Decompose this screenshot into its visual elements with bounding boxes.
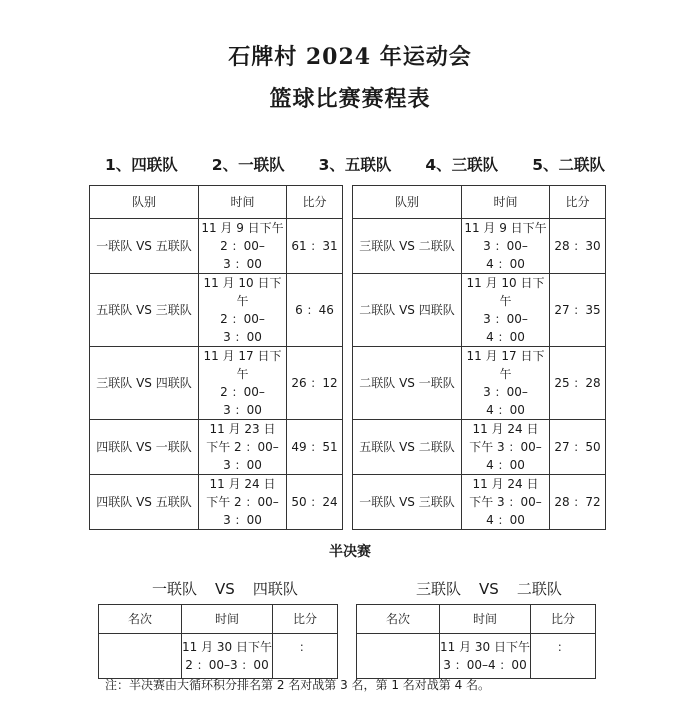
table-header-row: [99, 605, 338, 634]
table-row: [357, 634, 596, 679]
vs-label: VS: [215, 580, 235, 598]
time-header: 时间: [440, 605, 531, 634]
semifinal-table-2: [356, 604, 596, 679]
rank-header: 名次: [99, 605, 182, 634]
team-a: 三联队: [416, 580, 462, 598]
team-header: 队别: [90, 186, 199, 219]
ranking-item: 1、四联队: [105, 156, 178, 174]
teams-cell: 二联队 VS 四联队: [353, 274, 462, 347]
ranking-list: [105, 153, 605, 175]
time-cell: 11 月 17 日下午 2 ：00– 3 ：00: [199, 347, 287, 420]
time-cell: 11 月 23 日 下午 2 ：00– 3 ：00: [199, 420, 287, 475]
teams-cell: 五联队 VS 三联队: [90, 274, 199, 347]
time-header: 时间: [462, 186, 550, 219]
team-b: 四联队: [252, 580, 298, 598]
teams-cell: 二联队 VS 一联队: [353, 347, 462, 420]
table-header-row: [90, 186, 343, 219]
page-title: 石牌村 2024 年运动会: [228, 44, 472, 70]
time-cell: 11 月 17 日下午 3 ：00– 4 ：00: [462, 347, 550, 420]
score-cell: 28 ：72: [550, 475, 606, 530]
score-header: 比分: [550, 186, 606, 219]
schedule-table-right: [352, 185, 606, 530]
table-row: [90, 420, 343, 475]
teams-cell: 一联队 VS 三联队: [353, 475, 462, 530]
score-cell: 27 ：50: [550, 420, 606, 475]
time-cell: 11 月 24 日 下午 3 ：00– 4 ：00: [462, 475, 550, 530]
score-cell: 25 ：28: [550, 347, 606, 420]
teams-cell: 一联队 VS 五联队: [90, 219, 199, 274]
ranking-item: 3、五联队: [318, 156, 392, 174]
rank-cell: [99, 634, 182, 679]
rank-header: 名次: [357, 605, 440, 634]
table-row: [90, 347, 343, 420]
time-cell: 11 月 10 日下午 2 ：00– 3 ：00: [199, 274, 287, 347]
time-cell: 11 月 24 日 下午 2 ：00– 3 ：00: [199, 475, 287, 530]
team-a: 一联队: [152, 580, 198, 598]
table-row: [90, 475, 343, 530]
semifinal-table-1: [98, 604, 338, 679]
score-cell: 28 ：30: [550, 219, 606, 274]
teams-cell: 五联队 VS 二联队: [353, 420, 462, 475]
score-cell: 6 ：46: [287, 274, 343, 347]
table-row: [353, 219, 606, 274]
score-header: 比分: [531, 605, 596, 634]
time-header: 时间: [199, 186, 287, 219]
time-cell: 11 月 9 日下午 2 ：00– 3 ：00: [199, 219, 287, 274]
score-cell: 27 ：35: [550, 274, 606, 347]
time-cell: 11 月 9 日下午 3 ：00– 4 ：00: [462, 219, 550, 274]
score-header: 比分: [273, 605, 338, 634]
semifinal-title: 半决赛: [329, 544, 371, 560]
semifinal-matchup-1: [152, 578, 298, 599]
score-cell: 61 ：31: [287, 219, 343, 274]
time-cell: 11 月 24 日 下午 3 ：00– 4 ：00: [462, 420, 550, 475]
table-row: [353, 347, 606, 420]
teams-cell: 三联队 VS 四联队: [90, 347, 199, 420]
teams-cell: 四联队 VS 一联队: [90, 420, 199, 475]
table-row: [353, 420, 606, 475]
teams-cell: 三联队 VS 二联队: [353, 219, 462, 274]
team-b: 二联队: [516, 580, 562, 598]
table-row: [90, 219, 343, 274]
semifinal-matchup-2: [416, 578, 562, 599]
ranking-item: 4、三联队: [425, 156, 499, 174]
time-cell: 11 月 10 日下午 3 ：00– 4 ：00: [462, 274, 550, 347]
table-row: [99, 634, 338, 679]
time-cell: 11 月 30 日下午 2 ：00–3 ：00: [182, 634, 273, 679]
vs-label: VS: [479, 580, 499, 598]
score-cell: ：: [531, 634, 596, 679]
page-subtitle: 篮球比赛赛程表: [269, 86, 431, 112]
ranking-item: 5、二联队: [532, 156, 605, 174]
table-row: [90, 274, 343, 347]
time-cell: 11 月 30 日下午 3 ：00–4 ：00: [440, 634, 531, 679]
score-cell: 49 ：51: [287, 420, 343, 475]
footnote: 注：半决赛由大循环积分排名第 2 名对战第 3 名，第 1 名对战第 4 名。: [105, 678, 491, 692]
team-header: 队别: [353, 186, 462, 219]
score-cell: 50 ：24: [287, 475, 343, 530]
time-header: 时间: [182, 605, 273, 634]
table-header-row: [357, 605, 596, 634]
score-header: 比分: [287, 186, 343, 219]
score-cell: 26 ：12: [287, 347, 343, 420]
score-cell: ：: [273, 634, 338, 679]
rank-cell: [357, 634, 440, 679]
table-header-row: [353, 186, 606, 219]
table-row: [353, 274, 606, 347]
teams-cell: 四联队 VS 五联队: [90, 475, 199, 530]
table-row: [353, 475, 606, 530]
ranking-item: 2、一联队: [211, 156, 285, 174]
schedule-table-left: [89, 185, 343, 530]
